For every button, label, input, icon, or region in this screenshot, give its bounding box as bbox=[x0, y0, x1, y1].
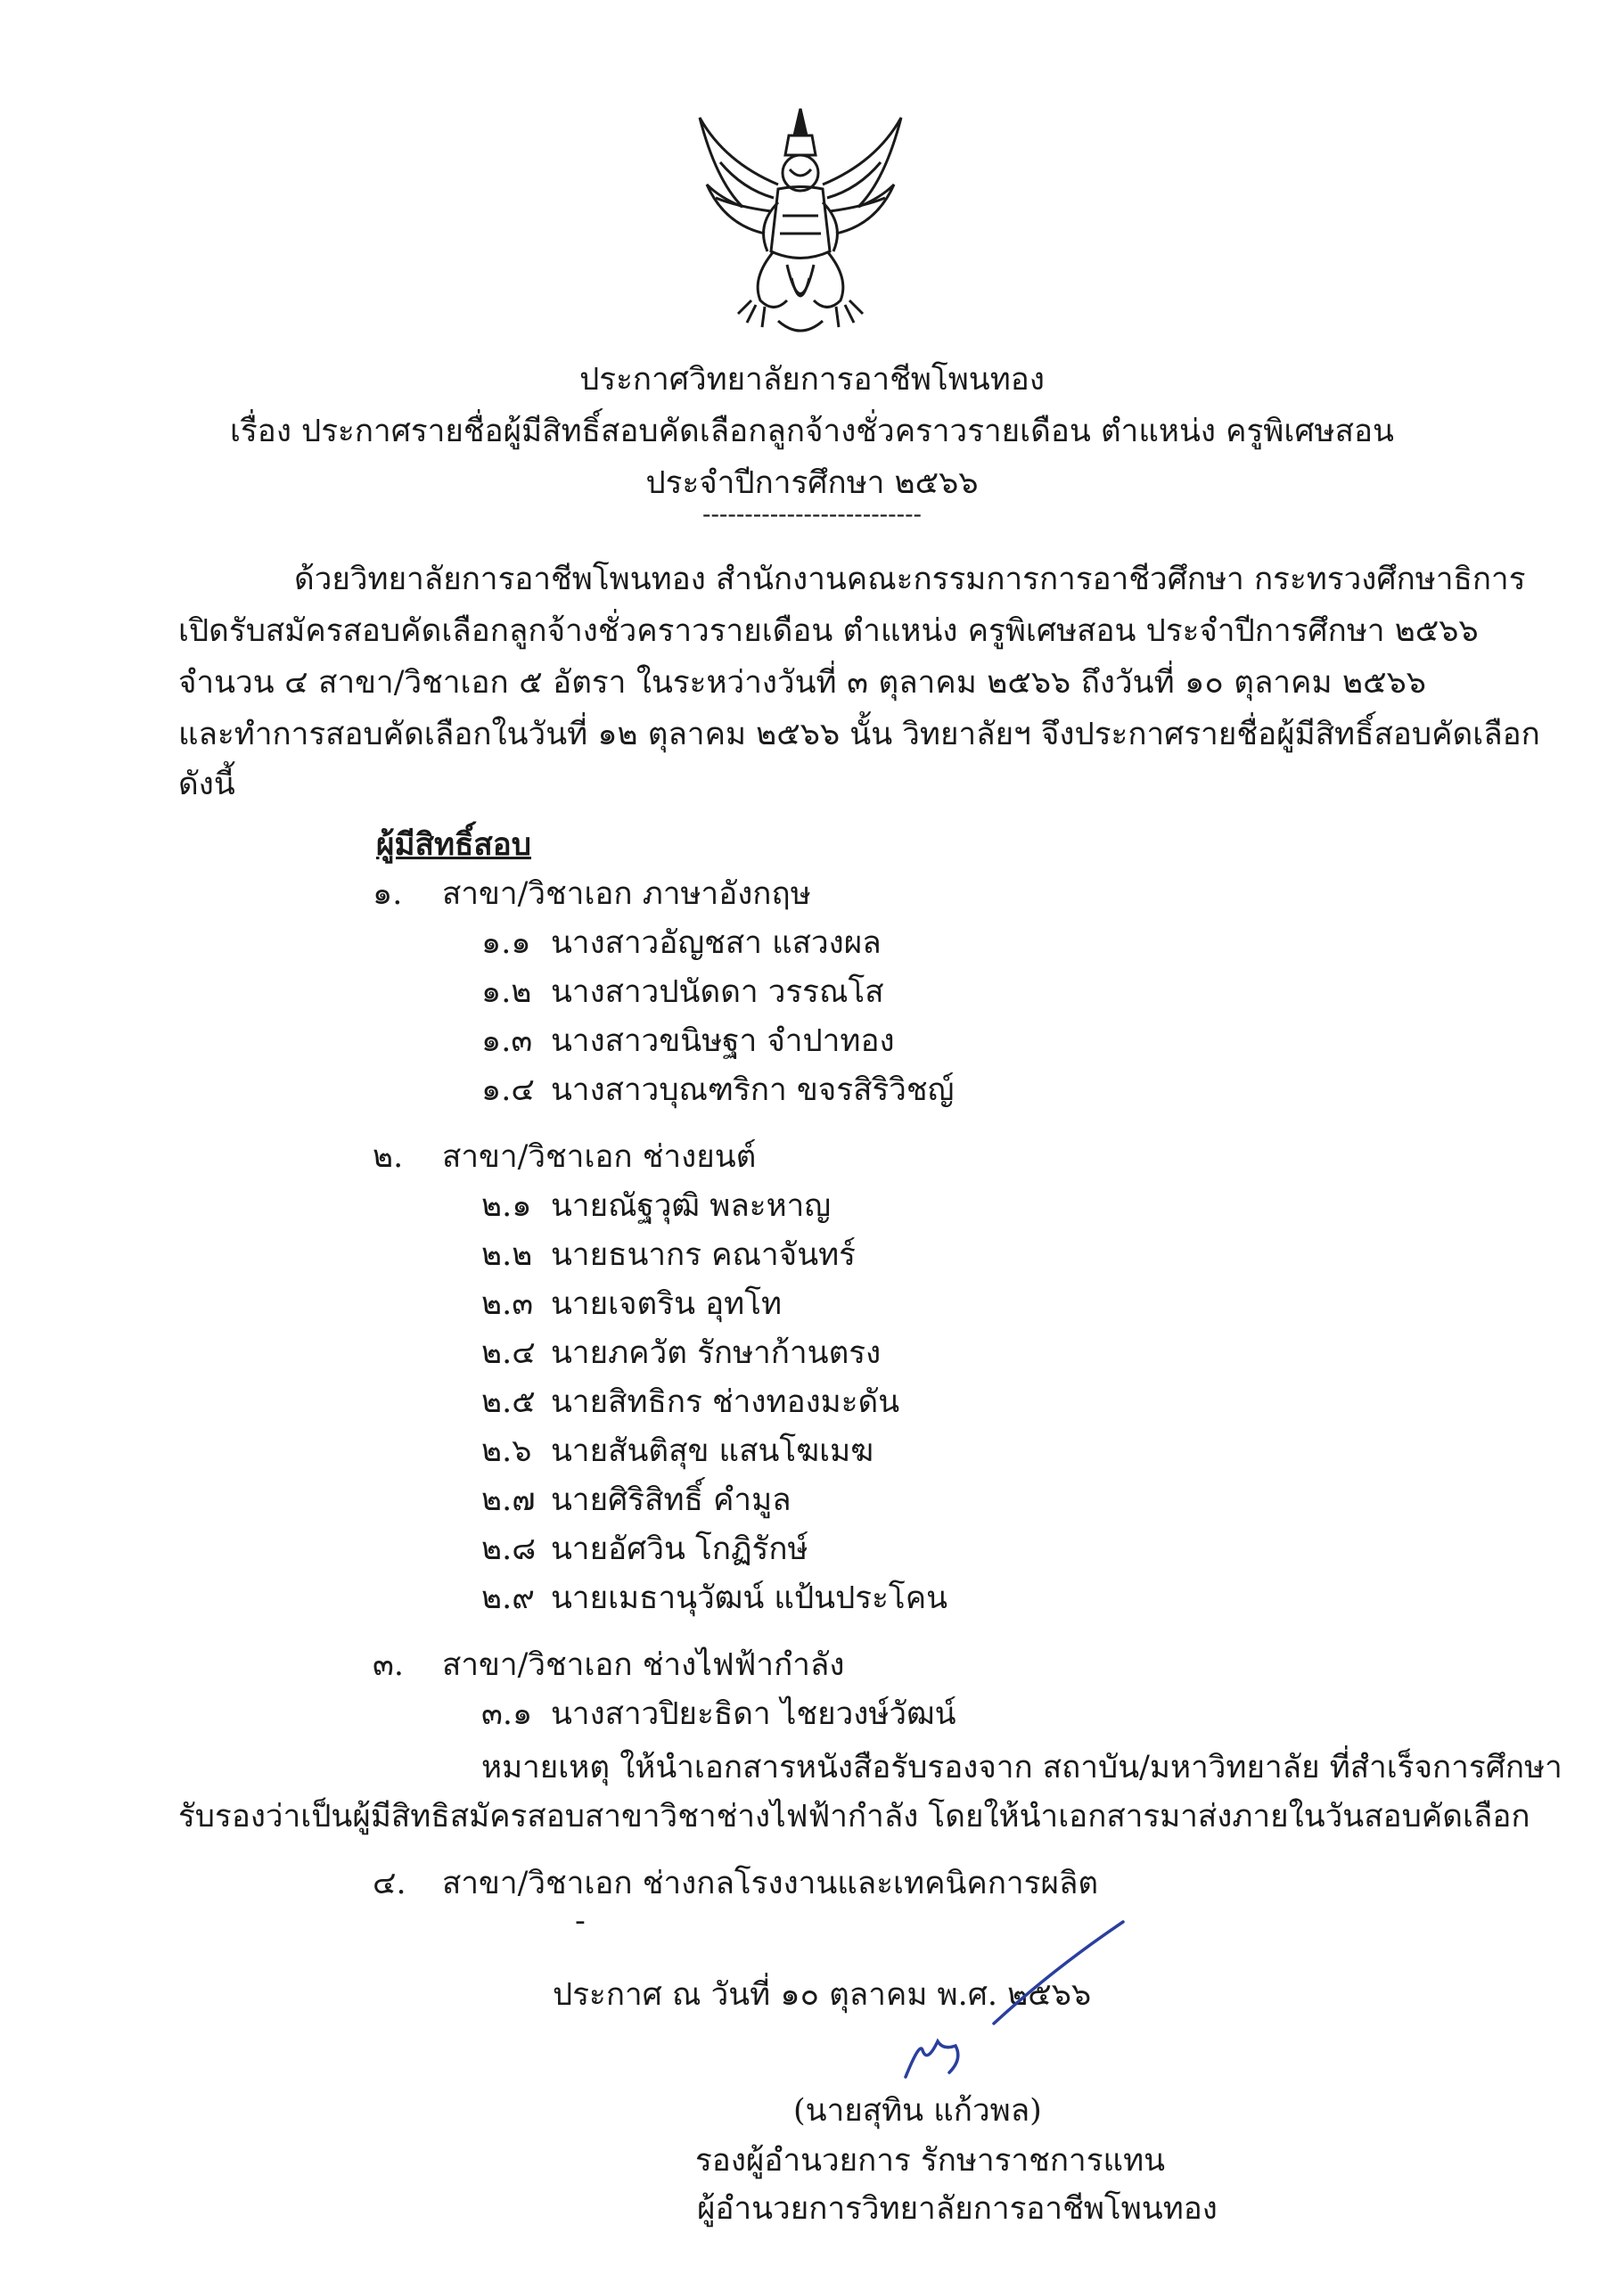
note-line-1: หมายเหตุ ให้นำเอกสารหนังสือรับรองจาก สถาบัน/มหาวิทยาลัย ที่สำเร็จการศึกษา bbox=[481, 1750, 1562, 1785]
list-item: ๒.๑ นายณัฐวุฒิ พละหาญ bbox=[481, 1188, 832, 1224]
list-item: ๒.๘ นายอัศวิน โกฏิรักษ์ bbox=[481, 1531, 808, 1567]
candidate-name: นางสาวขนิษฐา จำปาทอง bbox=[551, 1023, 895, 1059]
section-4-heading bbox=[373, 1859, 1098, 1908]
section-4-dash: - bbox=[575, 1903, 586, 1939]
section-3-heading bbox=[373, 1640, 844, 1689]
section-title: สาขา/วิชาเอก ช่างไฟฟ้ากำลัง bbox=[442, 1647, 845, 1683]
list-item: ๒.๔ นายภควัต รักษาก้านตรง bbox=[481, 1335, 882, 1371]
document-subject: เรื่อง ประกาศรายชื่อผู้มีสิทธิ์สอบคัดเลือกลูกจ้างชั่วคราวรายเดือน ตำแหน่ง ครูพิเศษสอน bbox=[230, 414, 1394, 449]
candidate-name: นางสาวปนัดดา วรรณโส bbox=[551, 974, 884, 1010]
candidate-name: นายเมธานุวัฒน์ แป้นประโคน bbox=[551, 1580, 948, 1616]
section-number: ๔. bbox=[373, 1866, 406, 1901]
eligible-heading: ผู้มีสิทธิ์สอบ bbox=[376, 826, 531, 863]
intro-line-5: ดังนี้ bbox=[178, 767, 235, 802]
list-item: ๓.๑ นางสาวปิยะธิดา ไชยวงษ์วัฒน์ bbox=[481, 1696, 956, 1732]
section-title: สาขา/วิชาเอก ช่างกลโรงงานและเทคนิคการผลิต bbox=[442, 1866, 1099, 1901]
note-line-2: รับรองว่าเป็นผู้มีสิทธิสมัครสอบสาขาวิชาช่างไฟฟ้ากำลัง โดยให้นำเอกสารมาส่งภายในวันสอบคัดเลือก bbox=[178, 1799, 1530, 1835]
section-title: สาขา/วิชาเอก ภาษาอังกฤษ bbox=[442, 876, 811, 912]
list-item: ๒.๓ นายเจตริน อุทโท bbox=[481, 1286, 783, 1322]
header-divider: -------------------------- bbox=[702, 499, 922, 529]
section-title: สาขา/วิชาเอก ช่างยนต์ bbox=[442, 1139, 757, 1175]
candidate-name: นางสาวปิยะธิดา ไชยวงษ์วัฒน์ bbox=[551, 1696, 956, 1732]
signer-title: ผู้อำนวยการวิทยาลัยการอาชีพโพนทอง bbox=[697, 2191, 1218, 2227]
academic-year: ประจำปีการศึกษา ๒๕๖๖ bbox=[645, 465, 979, 501]
signer-position: รองผู้อำนวยการ รักษาราชการแทน bbox=[695, 2143, 1166, 2179]
section-number: ๒. bbox=[373, 1139, 404, 1175]
announcement-date: ประกาศ ณ วันที่ ๑๐ ตุลาคม พ.ศ. ๒๕๖๖ bbox=[553, 1977, 1092, 2013]
list-item: ๑.๑ นางสาวอัญชสา แสวงผล bbox=[481, 925, 882, 961]
list-item: ๒.๙ นายเมธานุวัฒน์ แป้นประโคน bbox=[481, 1580, 948, 1616]
list-item: ๑.๓ นางสาวขนิษฐา จำปาทอง bbox=[481, 1023, 895, 1059]
section-1-heading bbox=[373, 869, 811, 918]
section-number: ๓. bbox=[373, 1647, 405, 1683]
list-item: ๑.๔ นางสาวบุณฑริกา ขจรสิริวิชญ์ bbox=[481, 1072, 955, 1108]
intro-line-2: เปิดรับสมัครสอบคัดเลือกลูกจ้างชั่วคราวรายเดือน ตำแหน่ง ครูพิเศษสอน ประจำปีการศึกษา ๒๕๖๖ bbox=[178, 613, 1479, 649]
list-item: ๒.๗ นายศิริสิทธิ์ คำมูล bbox=[481, 1482, 791, 1518]
candidate-name: นายศิริสิทธิ์ คำมูล bbox=[551, 1482, 791, 1518]
list-item: ๒.๕ นายสิทธิกร ช่างทองมะดัน bbox=[481, 1384, 900, 1420]
candidate-name: นายอัศวิน โกฏิรักษ์ bbox=[551, 1531, 808, 1567]
candidate-name: นายเจตริน อุทโท bbox=[551, 1286, 783, 1322]
section-number: ๑. bbox=[373, 876, 403, 912]
signature-icon bbox=[874, 1917, 1132, 2086]
list-item: ๒.๖ นายสันติสุข แสนโฆเมฆ bbox=[481, 1433, 874, 1469]
list-item: ๑.๒ นางสาวปนัดดา วรรณโส bbox=[481, 974, 884, 1010]
garuda-emblem-icon bbox=[689, 100, 912, 349]
list-item: ๒.๒ นายธนากร คณาจันทร์ bbox=[481, 1237, 856, 1273]
section-2-heading bbox=[373, 1132, 756, 1181]
signer-name: (นายสุทิน แก้วพล) bbox=[793, 2093, 1042, 2129]
intro-line-3: จำนวน ๔ สาขา/วิชาเอก ๕ อัตรา ในระหว่างวันที่ ๓ ตุลาคม ๒๕๖๖ ถึงวันที่ ๑๐ ตุลาคม ๒๕๖๖ bbox=[178, 665, 1426, 701]
candidate-name: นางสาวอัญชสา แสวงผล bbox=[551, 925, 882, 961]
candidate-name: นายธนากร คณาจันทร์ bbox=[551, 1237, 856, 1273]
candidate-name: นายสิทธิกร ช่างทองมะดัน bbox=[551, 1384, 900, 1420]
document-title: ประกาศวิทยาลัยการอาชีพโพนทอง bbox=[579, 362, 1045, 398]
candidate-name: นายภควัต รักษาก้านตรง bbox=[551, 1335, 882, 1371]
intro-line-1: ด้วยวิทยาลัยการอาชีพโพนทอง สำนักงานคณะกรรมการการอาชีวศึกษา กระทรวงศึกษาธิการ bbox=[294, 562, 1526, 597]
candidate-name: นายณัฐวุฒิ พละหาญ bbox=[551, 1188, 832, 1224]
intro-line-4: และทำการสอบคัดเลือกในวันที่ ๑๒ ตุลาคม ๒๕๖๖ นั้น วิทยาลัยฯ จึงประกาศรายชื่อผู้มีสิทธิ์สอบคัดเลือก bbox=[178, 717, 1540, 752]
candidate-name: นางสาวบุณฑริกา ขจรสิริวิชญ์ bbox=[551, 1072, 955, 1108]
candidate-name: นายสันติสุข แสนโฆเมฆ bbox=[551, 1433, 874, 1469]
